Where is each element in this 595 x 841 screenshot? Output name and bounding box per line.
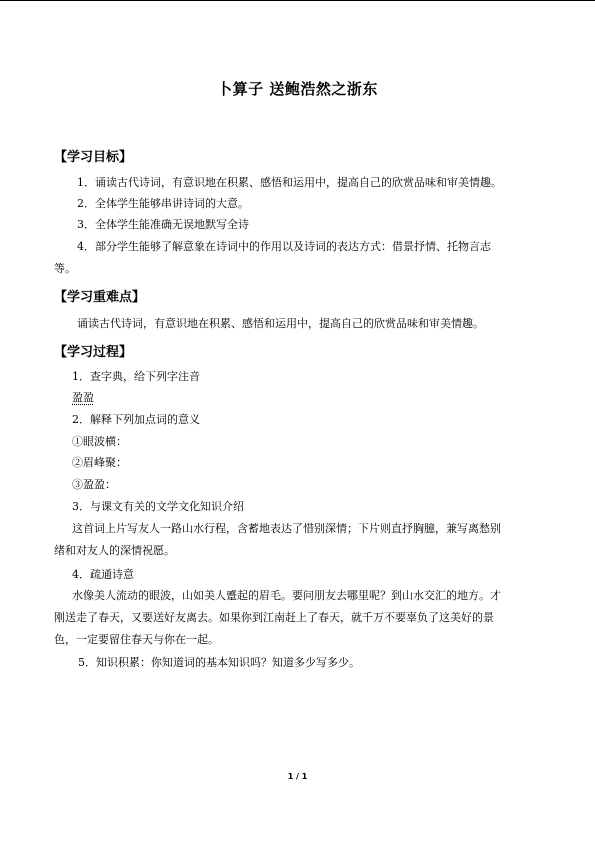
- process-line-13: 色，一定要留住春天与你在一起。: [54, 633, 219, 646]
- process-line-1: 1．查字典，给下列字注音: [72, 370, 200, 383]
- objective-item-1: 1．诵读古代诗词，有意识地在积累、感悟和运用中，提高自己的欣赏品味和审美情趣。: [77, 176, 502, 189]
- process-line-9: 绪和对友人的深情祝愿。: [54, 544, 175, 557]
- section-heading-process: 【学习过程】: [54, 345, 133, 360]
- process-line-11: 水像美人流动的眼波，山如美人蹙起的眉毛。要问朋友去哪里呢？到山水交汇的地方。才: [72, 589, 501, 602]
- objective-item-3: 3．全体学生能准确无误地默写全诗: [77, 218, 249, 231]
- page-number: 1 / 1: [287, 772, 308, 781]
- page-title: 卜算子 送鲍浩然之浙东: [217, 80, 378, 98]
- objective-item-4: 4．部分学生能够了解意象在诗词中的作用以及诗词的表达方式：借景抒情、托物言志: [77, 240, 491, 253]
- process-line-14: 5．知识积累：你知道词的基本知识吗？知道多少写多少。: [78, 656, 360, 669]
- section-heading-key-points: 【学习重难点】: [54, 290, 146, 305]
- top-border-line: [0, 0, 595, 1]
- process-line-5: ②眉峰聚：: [72, 456, 127, 469]
- process-line-10: 4．疏通诗意: [72, 568, 134, 581]
- key-points-text: 诵读古代诗词，有意识地在积累、感悟和运用中，提高自己的欣赏品味和审美情趣。: [77, 317, 484, 330]
- process-line-2: 盈盈: [72, 391, 94, 404]
- process-line-6: ③盈盈：: [72, 478, 116, 491]
- section-heading-objectives: 【学习目标】: [54, 150, 133, 165]
- process-line-8: 这首词上片写友人一路山水行程，含蓄地表达了惜别深情；下片则直抒胸臆，兼写离愁别: [72, 522, 501, 535]
- process-line-3: 2．解释下列加点词的意义: [72, 413, 200, 426]
- objective-item-2: 2．全体学生能够串讲诗词的大意。: [77, 197, 249, 210]
- process-line-12: 刚送走了春天，又要送好友离去。如果你到江南赶上了春天，就千万不要辜负了这美好的景: [54, 611, 494, 624]
- process-line-7: 3．与课文有关的文学文化知识介绍: [72, 500, 244, 513]
- objective-item-4-continuation: 等。: [54, 262, 76, 275]
- process-line-4: ①眼波横：: [72, 435, 127, 448]
